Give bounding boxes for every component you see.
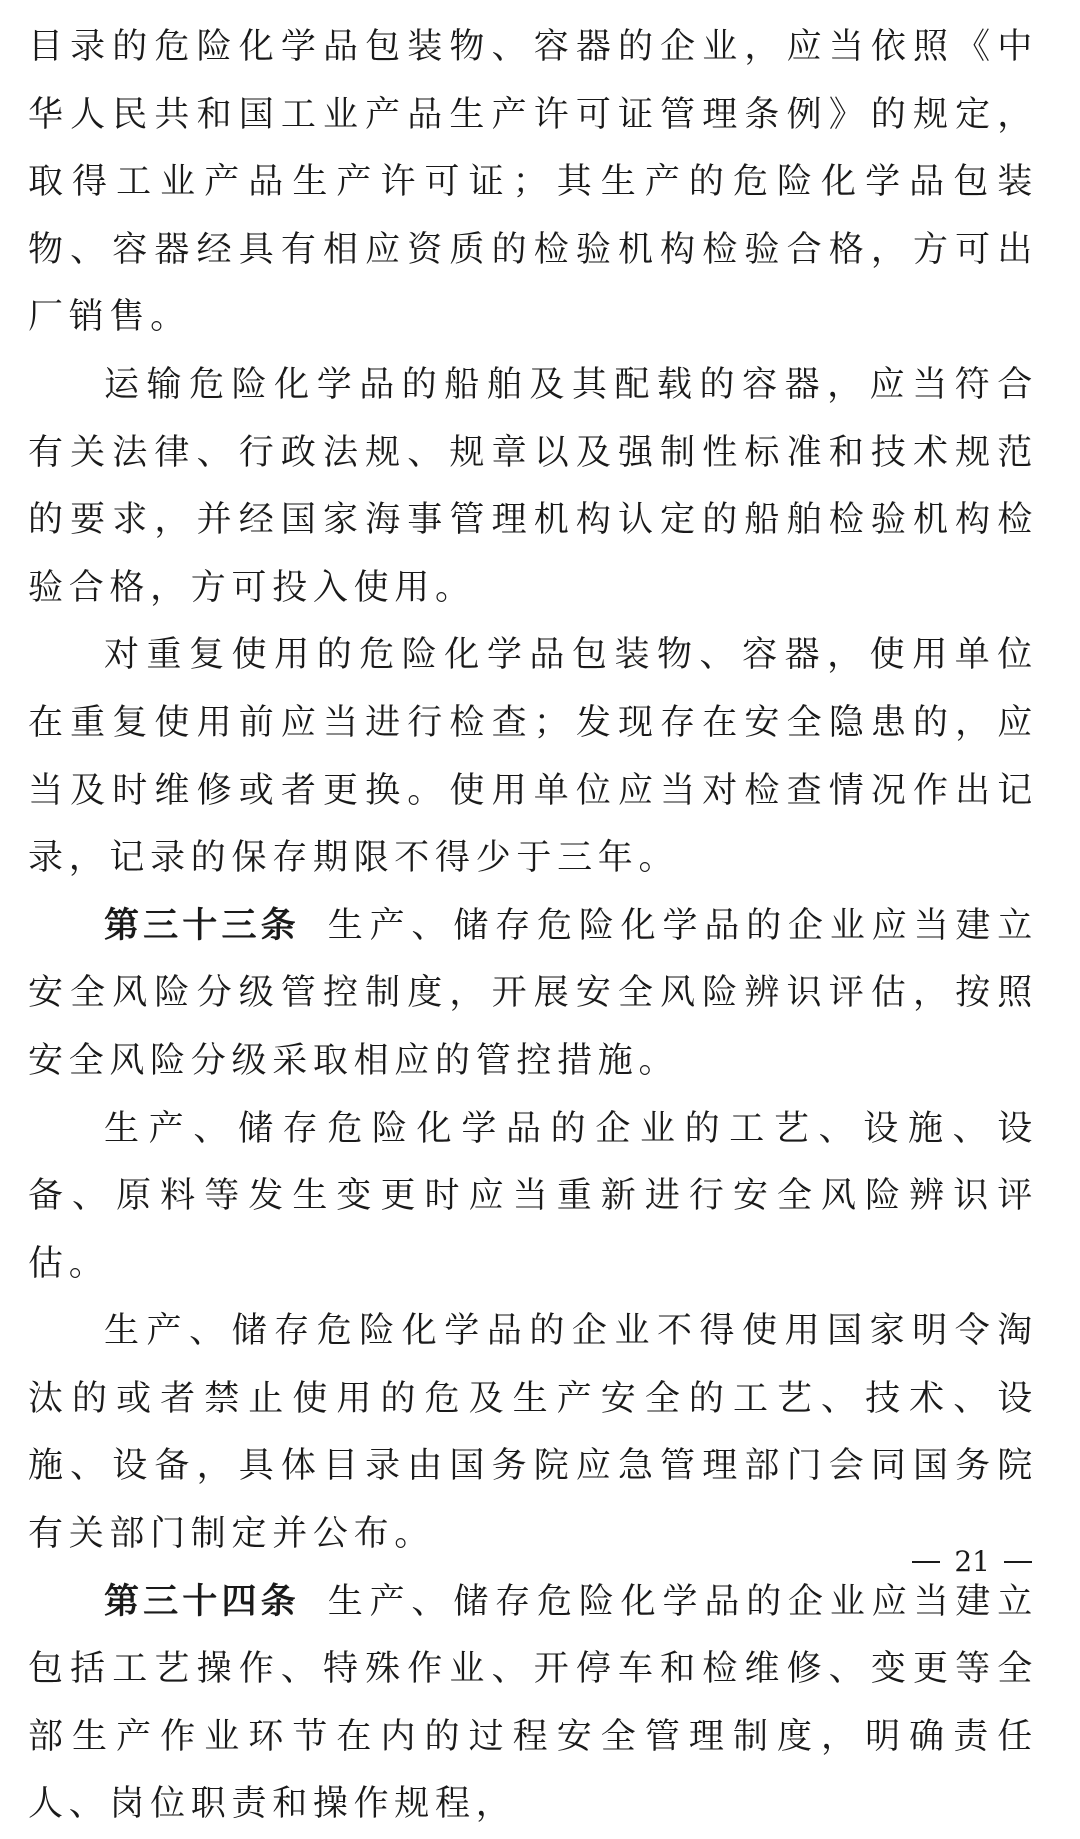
paragraph-prohibited-processes: [28, 1298, 1038, 1568]
article-33: [28, 893, 1038, 1096]
article-34: [28, 1569, 1038, 1839]
paragraph-text: 目录的危险化学品包装物、容器的企业，应当依照《中华人民共和国工业产品生产许可证管理条例》的规定，取得工业产品生产许可证；其生产的危险化学品包装物、容器经具有相应资质的检验机构检验合格，方可出厂销售。: [28, 27, 1038, 338]
paragraph-reuse-inspection: [28, 622, 1038, 892]
paragraph-continuation: [28, 14, 1038, 352]
paragraph-text: 运输危险化学品的船舶及其配载的容器，应当符合有关法律、行政法规、规章以及强制性标准和技术规范的要求，并经国家海事管理机构认定的船舶检验机构检验合格，方可投入使用。: [28, 364, 1038, 608]
paragraph-text: 生产、储存危险化学品的企业应当建立安全风险分级管控制度，开展安全风险辨识评估，按照安全风险分级采取相应的管控措施。: [28, 905, 1038, 1081]
dash-right: [1004, 1561, 1032, 1563]
paragraph-text: 对重复使用的危险化学品包装物、容器，使用单位在重复使用前应当进行检查；发现存在安全隐患的，应当及时维修或者更换。使用单位应当对检查情况作出记录，记录的保存期限不得少于三年。: [28, 635, 1038, 879]
paragraph-text: 生产、储存危险化学品的企业的工艺、设施、设备、原料等发生变更时应当重新进行安全风险辨识评估。: [28, 1108, 1038, 1284]
paragraph-ship-containers: [28, 352, 1038, 622]
article-number: 第三十三条: [104, 905, 300, 946]
paragraph-change-reassessment: [28, 1096, 1038, 1299]
dash-left: [912, 1561, 940, 1563]
page-number: 21: [954, 1545, 990, 1578]
page-footer: [912, 1542, 1032, 1582]
article-number: 第三十四条: [104, 1581, 300, 1622]
body-text: [28, 14, 1038, 1839]
paragraph-text: 生产、储存危险化学品的企业不得使用国家明令淘汰的或者禁止使用的危及生产安全的工艺、技术、设施、设备，具体目录由国务院应急管理部门会同国务院有关部门制定并公布。: [28, 1311, 1038, 1555]
paragraph-text: 生产、储存危险化学品的企业应当建立包括工艺操作、特殊作业、开停车和检维修、变更等全部生产作业环节在内的过程安全管理制度，明确责任人、岗位职责和操作规程，: [28, 1581, 1038, 1825]
